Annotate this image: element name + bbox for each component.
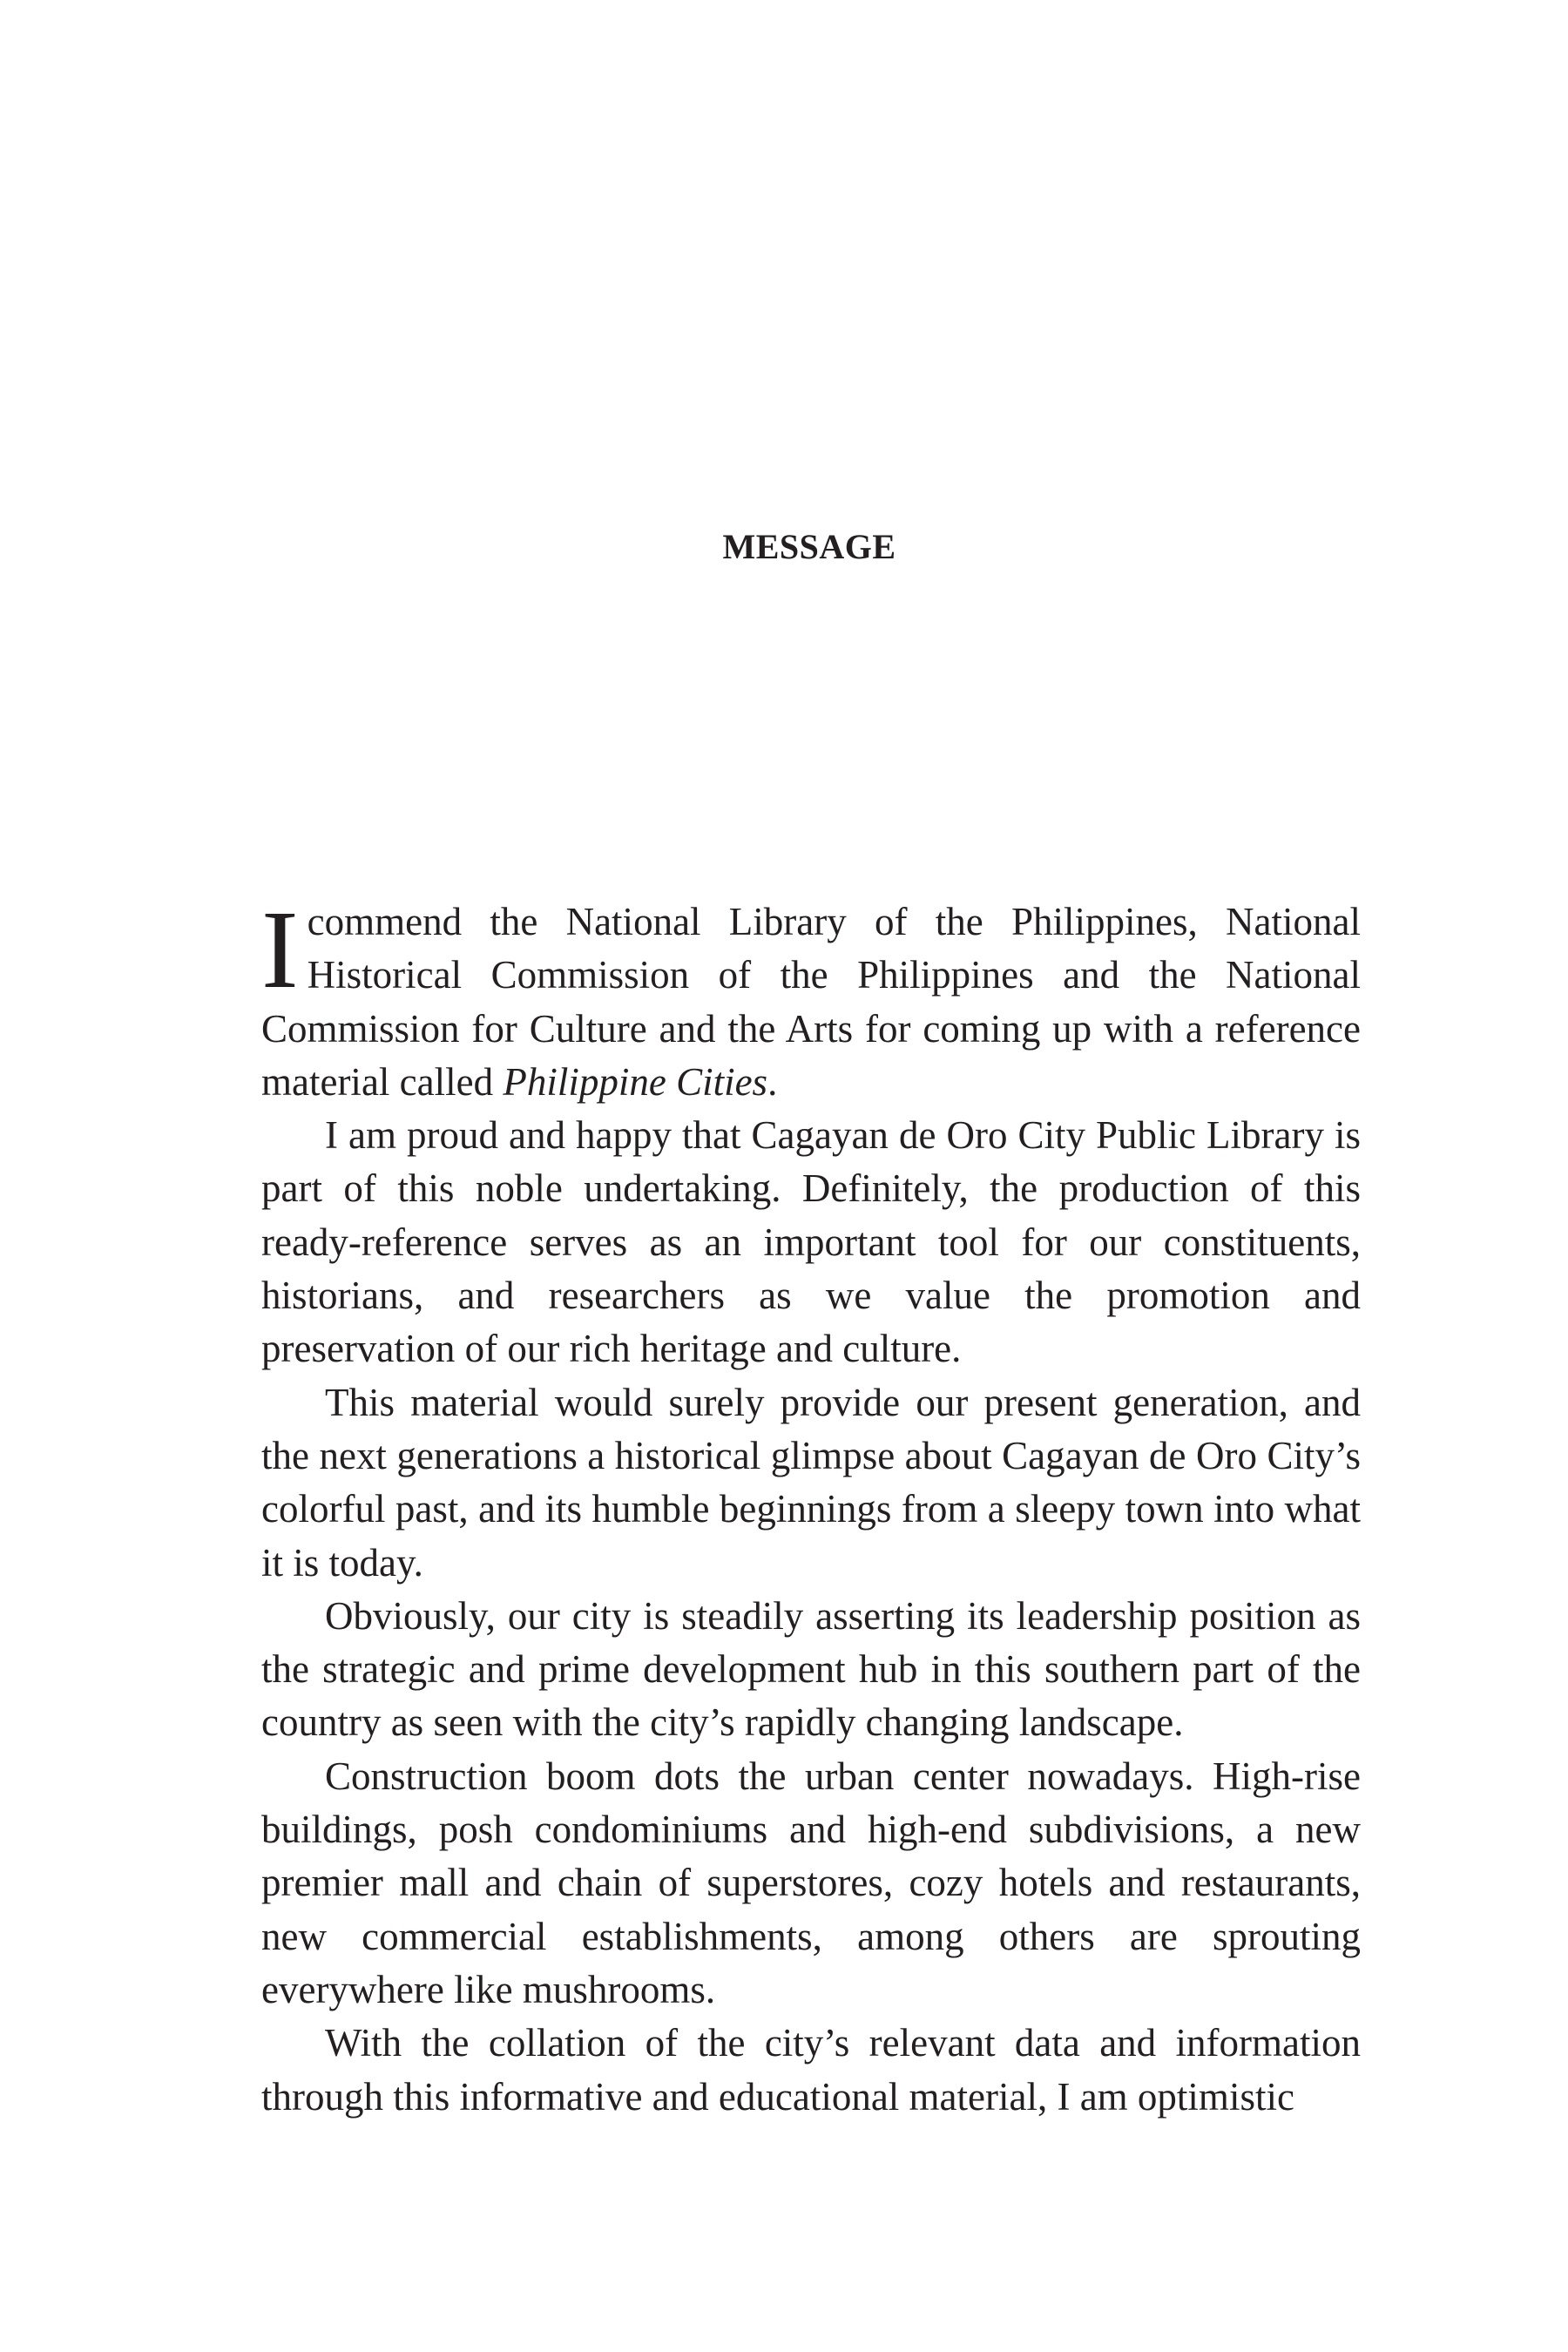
paragraph-1: [261, 888, 1361, 1109]
paragraph-4: Obviously, our city is steadily asserting its leadership position as the strategic and prime development hub in this southern part of the country as seen with the city’s rapidly changing landscape.: [261, 1593, 1361, 1745]
drop-cap: I: [261, 888, 299, 1011]
message-body: [261, 888, 1361, 2124]
paragraph-2: I am proud and happy that Cagayan de Oro City Public Library is part of this noble undertaking. Definitely, the production of this ready-reference serves as an important tool for our constituents, historians, and researchers as we value the promotion and preservation of our rich heritage and culture.: [261, 1113, 1361, 1371]
paragraph-3: This material would surely provide our present generation, and the next generations a historical glimpse about Cagayan de Oro City’s colorful past, and its humble beginnings from a sleepy town into what it is today.: [261, 1380, 1361, 1585]
paragraph-5: Construction boom dots the urban center nowadays. High-rise buildings, posh condominiums and high-end subdivisions, a new premier mall and chain of superstores, cozy hotels and restaurants, new commercial establishments, among others are sprouting everywhere like mushrooms.: [261, 1754, 1361, 2011]
book-title: Philippine Cities: [503, 1059, 768, 1104]
page-title: MESSAGE: [722, 527, 896, 566]
paragraph-1-text: commend the National Library of the Philippines, National Historical Commission of the Philippines and the National Commission for Culture and the Arts for coming up with a reference material called: [261, 900, 1361, 1104]
paragraph-6: With the collation of the city’s relevant data and information through this informative and educational material, I am optimistic: [261, 2021, 1361, 2119]
paragraph-1-end: .: [767, 1059, 778, 1104]
